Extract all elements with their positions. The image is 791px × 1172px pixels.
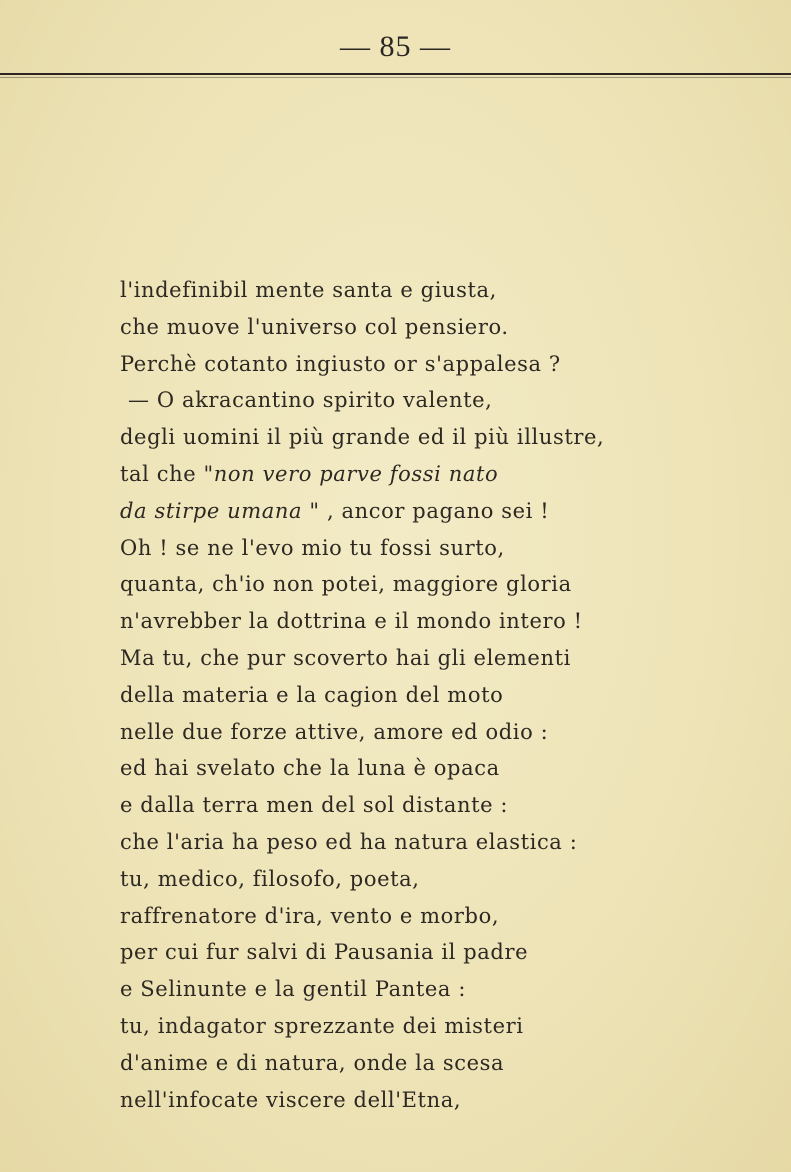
verse-line: Perchè cotanto ingiusto or s'appalesa ?: [120, 351, 561, 376]
verse-quote-italic: da stirpe umana ": [120, 498, 320, 523]
verse-segment: , ancor pagano sei !: [319, 498, 550, 523]
verse-line: nelle due forze attive, amore ed odio :: [120, 719, 549, 744]
verse-line: nell'infocate viscere dell'Etna,: [120, 1087, 462, 1112]
verse-line: tu, medico, filosofo, poeta,: [120, 866, 420, 891]
verse-line: tu, indagator sprezzante dei misteri: [120, 1013, 524, 1038]
verse-line: per cui fur salvi di Pausania il padre: [120, 940, 529, 965]
verse-line: e dalla terra men del sol distante :: [120, 793, 509, 818]
verse-line: d'anime e di natura, onde la scesa: [120, 1050, 505, 1075]
verse-segment: tal che: [120, 461, 204, 486]
verse-line: ed hai svelato che la luna è opaca: [120, 756, 500, 781]
verse-line: Ma tu, che pur scoverto hai gli elementi: [120, 645, 571, 670]
verse-block: [120, 272, 680, 1118]
verse-line: che muove l'universo col pensiero.: [120, 314, 509, 339]
verse-line: raffrenatore d'ira, vento e morbo,: [120, 903, 500, 928]
verse-line: — O akracantino spirito valente,: [128, 388, 493, 413]
verse-line: che l'aria ha peso ed ha natura elastica :: [120, 829, 578, 854]
verse-line: quanta, ch'io non potei, maggiore gloria: [120, 572, 572, 597]
verse-line-mixed: [120, 493, 680, 530]
header-rule: [0, 73, 791, 75]
header-rule-secondary: [0, 77, 791, 78]
verse-line: degli uomini il più grande ed il più illustre,: [120, 425, 605, 450]
verse-line: l'indefinibil mente santa e giusta,: [120, 278, 497, 302]
verse-line: e Selinunte e la gentil Pantea :: [120, 977, 466, 1002]
verse-quote-italic: "non vero parve fossi nato: [203, 461, 499, 486]
verse-line: della materia e la cagion del moto: [120, 682, 504, 707]
verse-line: Oh ! se ne l'evo mio tu fossi surto,: [120, 535, 505, 560]
page-number: — 85 —: [340, 30, 451, 63]
verse-line-mixed: [120, 456, 680, 493]
verse-line: n'avrebber la dottrina e il mondo intero !: [120, 609, 583, 634]
